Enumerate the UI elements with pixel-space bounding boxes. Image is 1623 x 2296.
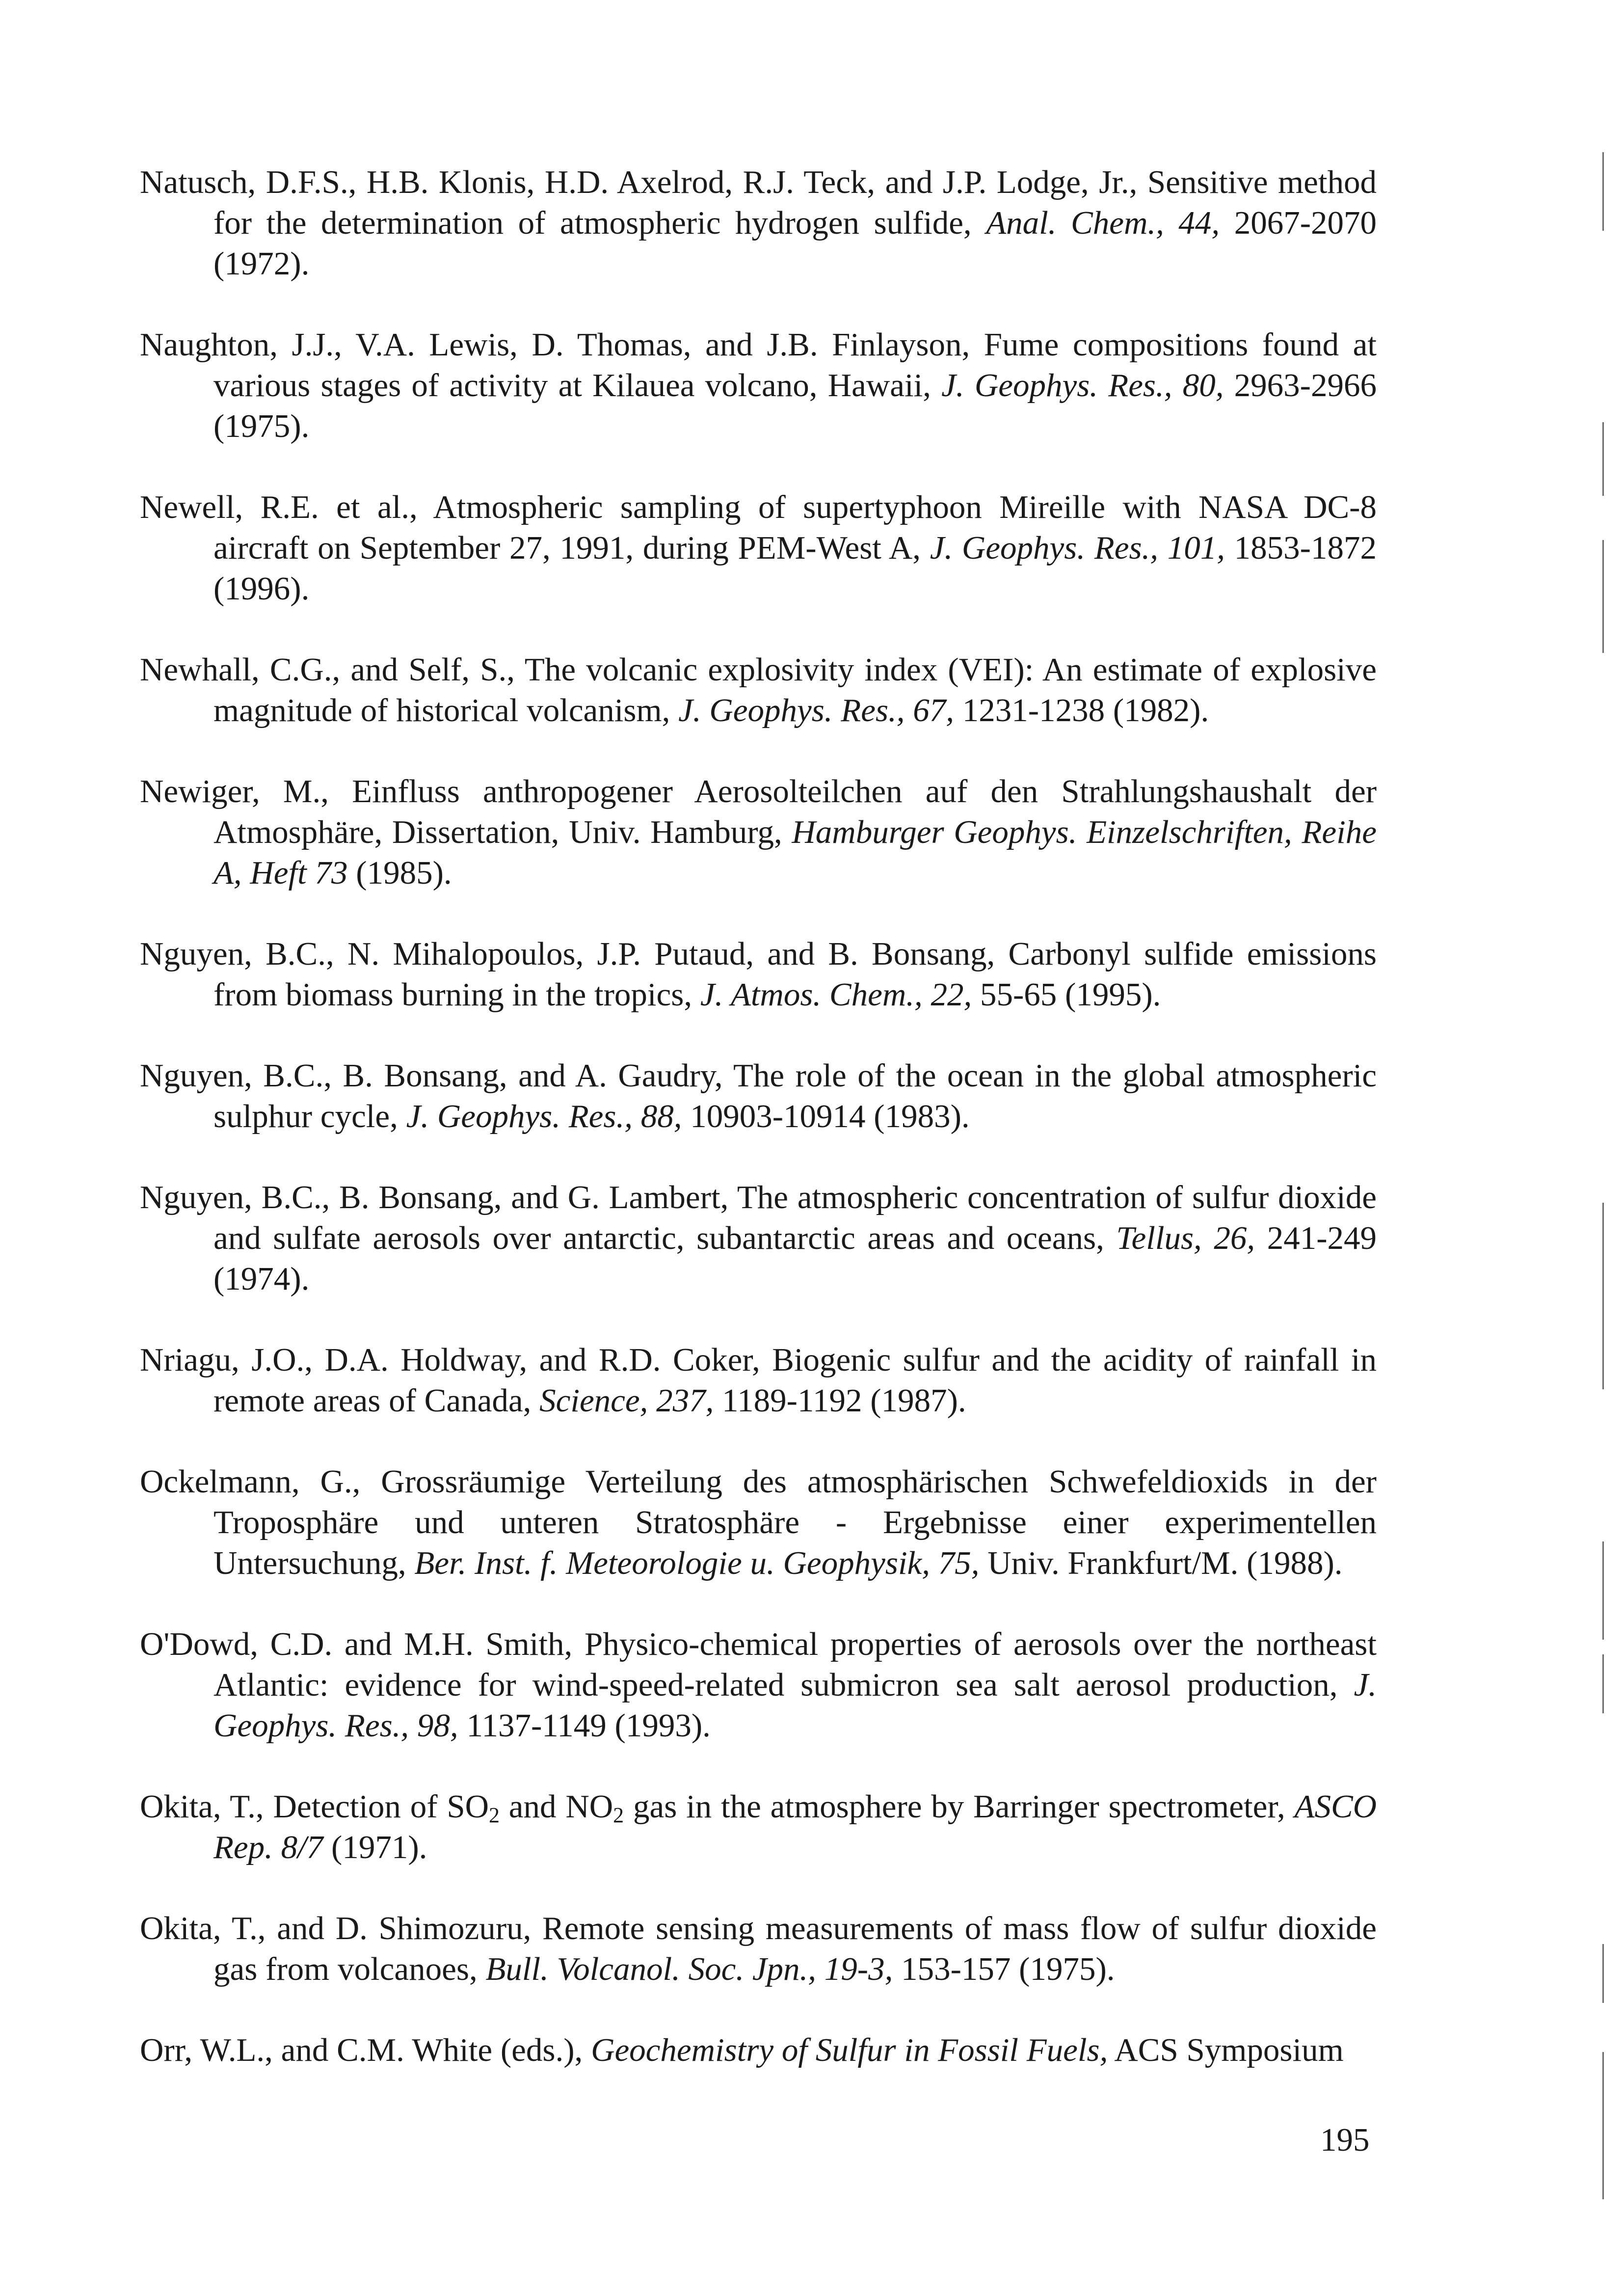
margin-rule <box>1602 422 1604 496</box>
margin-rule <box>1602 152 1604 231</box>
reference-entry: Okita, T., Detection of $SO_2$ and $NO_2$ gas in the atmosphere by Barringer spectrometer, ASCO Rep. 8/7 (1971). <box>140 1788 1377 1865</box>
margin-rule <box>1602 1286 1604 1389</box>
subscript: 2 <box>613 1803 624 1827</box>
margin-rule <box>1602 1541 1604 1640</box>
reference-entry: Naughton, J.J., V.A. Lewis, D. Thomas, and J.B. Finlayson, Fume compositions found at various stages of activity at Kilauea volcano, Hawaii, J. Geophys. Res., 80, 2963-2966 (1975). <box>140 326 1377 444</box>
reference-entry: Nguyen, B.C., N. Mihalopoulos, J.P. Putaud, and B. Bonsang, Carbonyl sulfide emissions from biomass burning in the tropics, J. Atmos. Chem., 22, 55-65 (1995). <box>140 936 1377 1013</box>
reference-entry: Nguyen, B.C., B. Bonsang, and G. Lambert, The atmospheric concentration of sulfur dioxide and sulfate aerosols over antarctic, subantarctic areas and oceans, Tellus, 26, 241-249 (1974). <box>140 1179 1377 1297</box>
reference-entry: Newiger, M., Einfluss anthropogener Aerosolteilchen auf den Strahlungshaushalt der Atmosphäre, Dissertation, Univ. Hamburg, Hamburger Geophys. Einzelschriften, Reihe A, Heft 73 (1985). <box>140 773 1377 891</box>
reference-entry: Natusch, D.F.S., H.B. Klonis, H.D. Axelrod, R.J. Teck, and J.P. Lodge, Jr., Sensitive method for the determination of atmospheric hydrogen sulfide, Anal. Chem., 44, 2067-2070 (1972). <box>140 164 1377 282</box>
reference-entry: O'Dowd, C.D. and M.H. Smith, Physico-chemical properties of aerosols over the northeast Atlantic: evidence for wind-speed-related submicron sea salt aerosol production, J. Geophys. Res., 98, 1137-1149 (1993). <box>140 1626 1377 1744</box>
page-number: 195 <box>1320 2122 1370 2158</box>
margin-rule <box>1602 1944 1604 2003</box>
reference-list <box>140 162 1377 2111</box>
reference-entry: Orr, W.L., and C.M. White (eds.), Geochemistry of Sulfur in Fossil Fuels, ACS Symposium <box>140 2032 1344 2068</box>
margin-rule <box>1602 1203 1604 1286</box>
margin-rule <box>1602 2052 1604 2199</box>
reference-entry: Newhall, C.G., and Self, S., The volcanic explosivity index (VEI): An estimate of explosive magnitude of historical volcanism, J. Geophys. Res., 67, 1231-1238 (1982). <box>140 651 1377 729</box>
reference-entry: Okita, T., and D. Shimozuru, Remote sensing measurements of mass flow of sulfur dioxide gas from volcanoes, Bull. Volcanol. Soc. Jpn., 19-3, 153-157 (1975). <box>140 1910 1377 1987</box>
reference-entry: Nguyen, B.C., B. Bonsang, and A. Gaudry, The role of the ocean in the global atmospheric sulphur cycle, J. Geophys. Res., 88, 10903-10914 (1983). <box>140 1057 1377 1134</box>
subscript: 2 <box>489 1803 500 1827</box>
margin-rule <box>1602 540 1604 653</box>
margin-rule <box>1602 1654 1604 1713</box>
reference-entry: Nriagu, J.O., D.A. Holdway, and R.D. Coker, Biogenic sulfur and the acidity of rainfall in remote areas of Canada, Science, 237, 1189-1192 (1987). <box>140 1342 1377 1419</box>
reference-entry: Ockelmann, G., Grossräumige Verteilung des atmosphärischen Schwefeldioxids in der Troposphäre und unteren Stratosphäre - Ergebnisse einer experimentellen Untersuchung, Ber. Inst. f. Meteorologie u. Geophysik, 75, Univ. Frankfurt/M. (1988). <box>140 1463 1377 1581</box>
reference-entry: Newell, R.E. et al., Atmospheric sampling of supertyphoon Mireille with NASA DC-8 aircraft on September 27, 1991, during PEM-West A, J. Geophys. Res., 101, 1853-1872 (1996). <box>140 489 1377 607</box>
